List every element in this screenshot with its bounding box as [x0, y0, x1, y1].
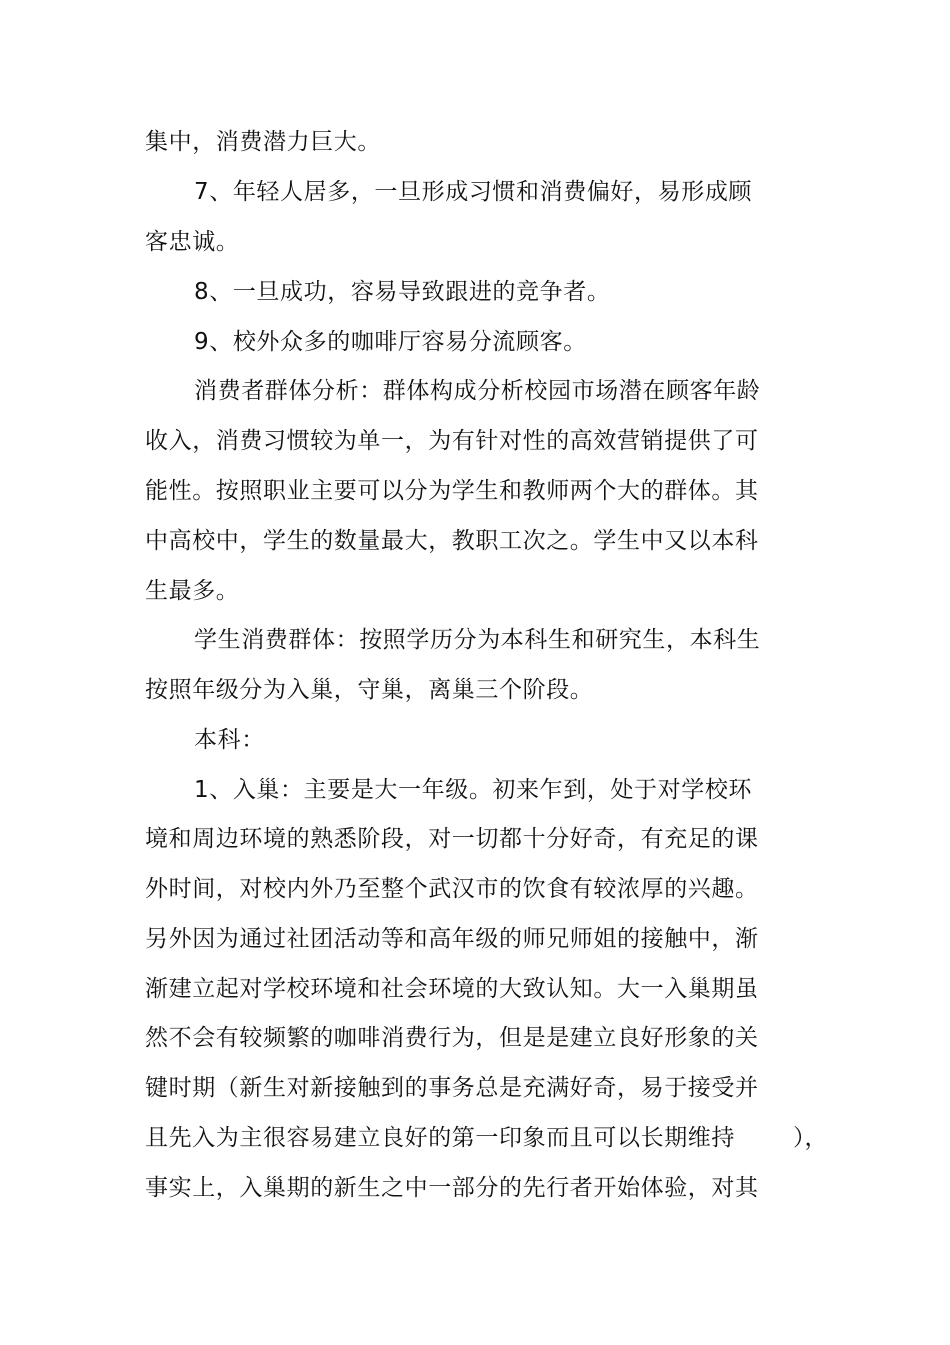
text-line: 7、年轻人居多，一旦形成习惯和消费偏好，易形成顾: [194, 179, 753, 205]
text-line: 1、入巢：主要是大一年级。初来乍到，处于对学校环: [194, 777, 753, 803]
text-line: 能性。按照职业主要可以分为学生和教师两个大的群体。其: [145, 478, 759, 504]
text-line: 学生消费群体：按照学历分为本科生和研究生，本科生: [194, 627, 761, 653]
text-line: 事实上，入巢期的新生之中一部分的先行者开始体验，对其: [145, 1175, 759, 1201]
text-line: 且先入为主很容易建立良好的第一印象而且可以长期维持: [145, 1125, 735, 1151]
text-line: 外时间，对校内外乃至整个武汉市的饮食有较浓厚的兴趣。: [145, 876, 759, 902]
text-line: 另外因为通过社团活动等和高年级的师兄师姐的接触中，渐: [145, 926, 759, 952]
text-line: 集中，消费潜力巨大。: [145, 129, 381, 155]
text-line: 客忠诚。: [145, 229, 240, 255]
text-line: 收入，消费习惯较为单一，为有针对性的高效营销提供了可: [145, 428, 759, 454]
text-line: 消费者群体分析：群体构成分析校园市场潜在顾客年龄: [194, 378, 761, 404]
text-line: 中高校中，学生的数量最大，教职工次之。学生中又以本科: [145, 528, 759, 554]
text-line: 按照年级分为入巢，守巢，离巢三个阶段。: [145, 677, 594, 703]
text-line: 境和周边环境的熟悉阶段，对一切都十分好奇，有充足的课: [145, 826, 759, 852]
text-line-tail: ），: [793, 1125, 828, 1151]
text-line: 键时期（新生对新接触到的事务总是充满好奇，易于接受并: [145, 1075, 759, 1101]
text-line: 本科：: [194, 727, 265, 753]
text-line: 渐建立起对学校环境和社会环境的大致认知。大一入巢期虽: [145, 976, 759, 1002]
text-line: 9、校外众多的咖啡厅容易分流顾客。: [194, 329, 587, 355]
text-line: 生最多。: [145, 578, 240, 604]
text-line: 然不会有较频繁的咖啡消费行为，但是是建立良好形象的关: [145, 1025, 759, 1051]
text-line: 8、一旦成功，容易导致跟进的竞争者。: [194, 279, 611, 305]
